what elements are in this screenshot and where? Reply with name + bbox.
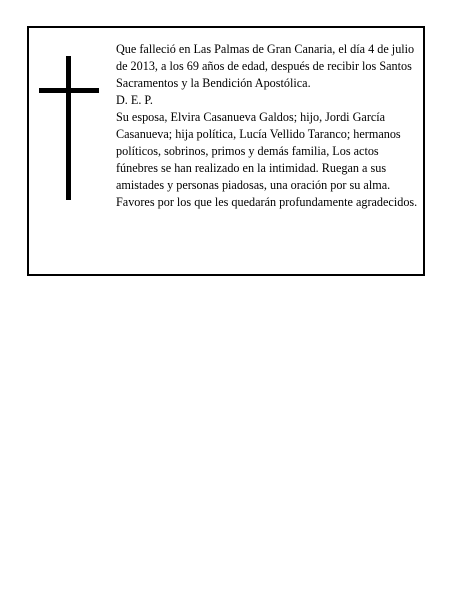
cross-vertical-bar bbox=[66, 56, 71, 200]
latin-cross-icon bbox=[39, 56, 99, 200]
death-announcement-paragraph: Que falleció en Las Palmas de Gran Canaria, el día 4 de julio de 2013, a los 69 años de edad, después de recibir los Santos Sacramentos y la Bendición Apostólica. bbox=[116, 42, 415, 90]
family-paragraph: Su esposa, Elvira Casanueva Galdos; hijo, Jordi García Casanueva; hija política, Lucía Vellido Taranco; hermanos políticos, sobrinos, primos y demás familia, Los actos fúnebres se han realizado en la intimidad. Ruegan a sus amistades y personas piadosas, una oración por su alma. Favores por los que les quedarán profundamente agradecidos. bbox=[116, 110, 418, 209]
obituary-notice bbox=[27, 26, 425, 276]
cross-horizontal-bar bbox=[39, 88, 99, 93]
obituary-text bbox=[116, 41, 420, 211]
rip-line: D. E. P. bbox=[116, 93, 153, 107]
